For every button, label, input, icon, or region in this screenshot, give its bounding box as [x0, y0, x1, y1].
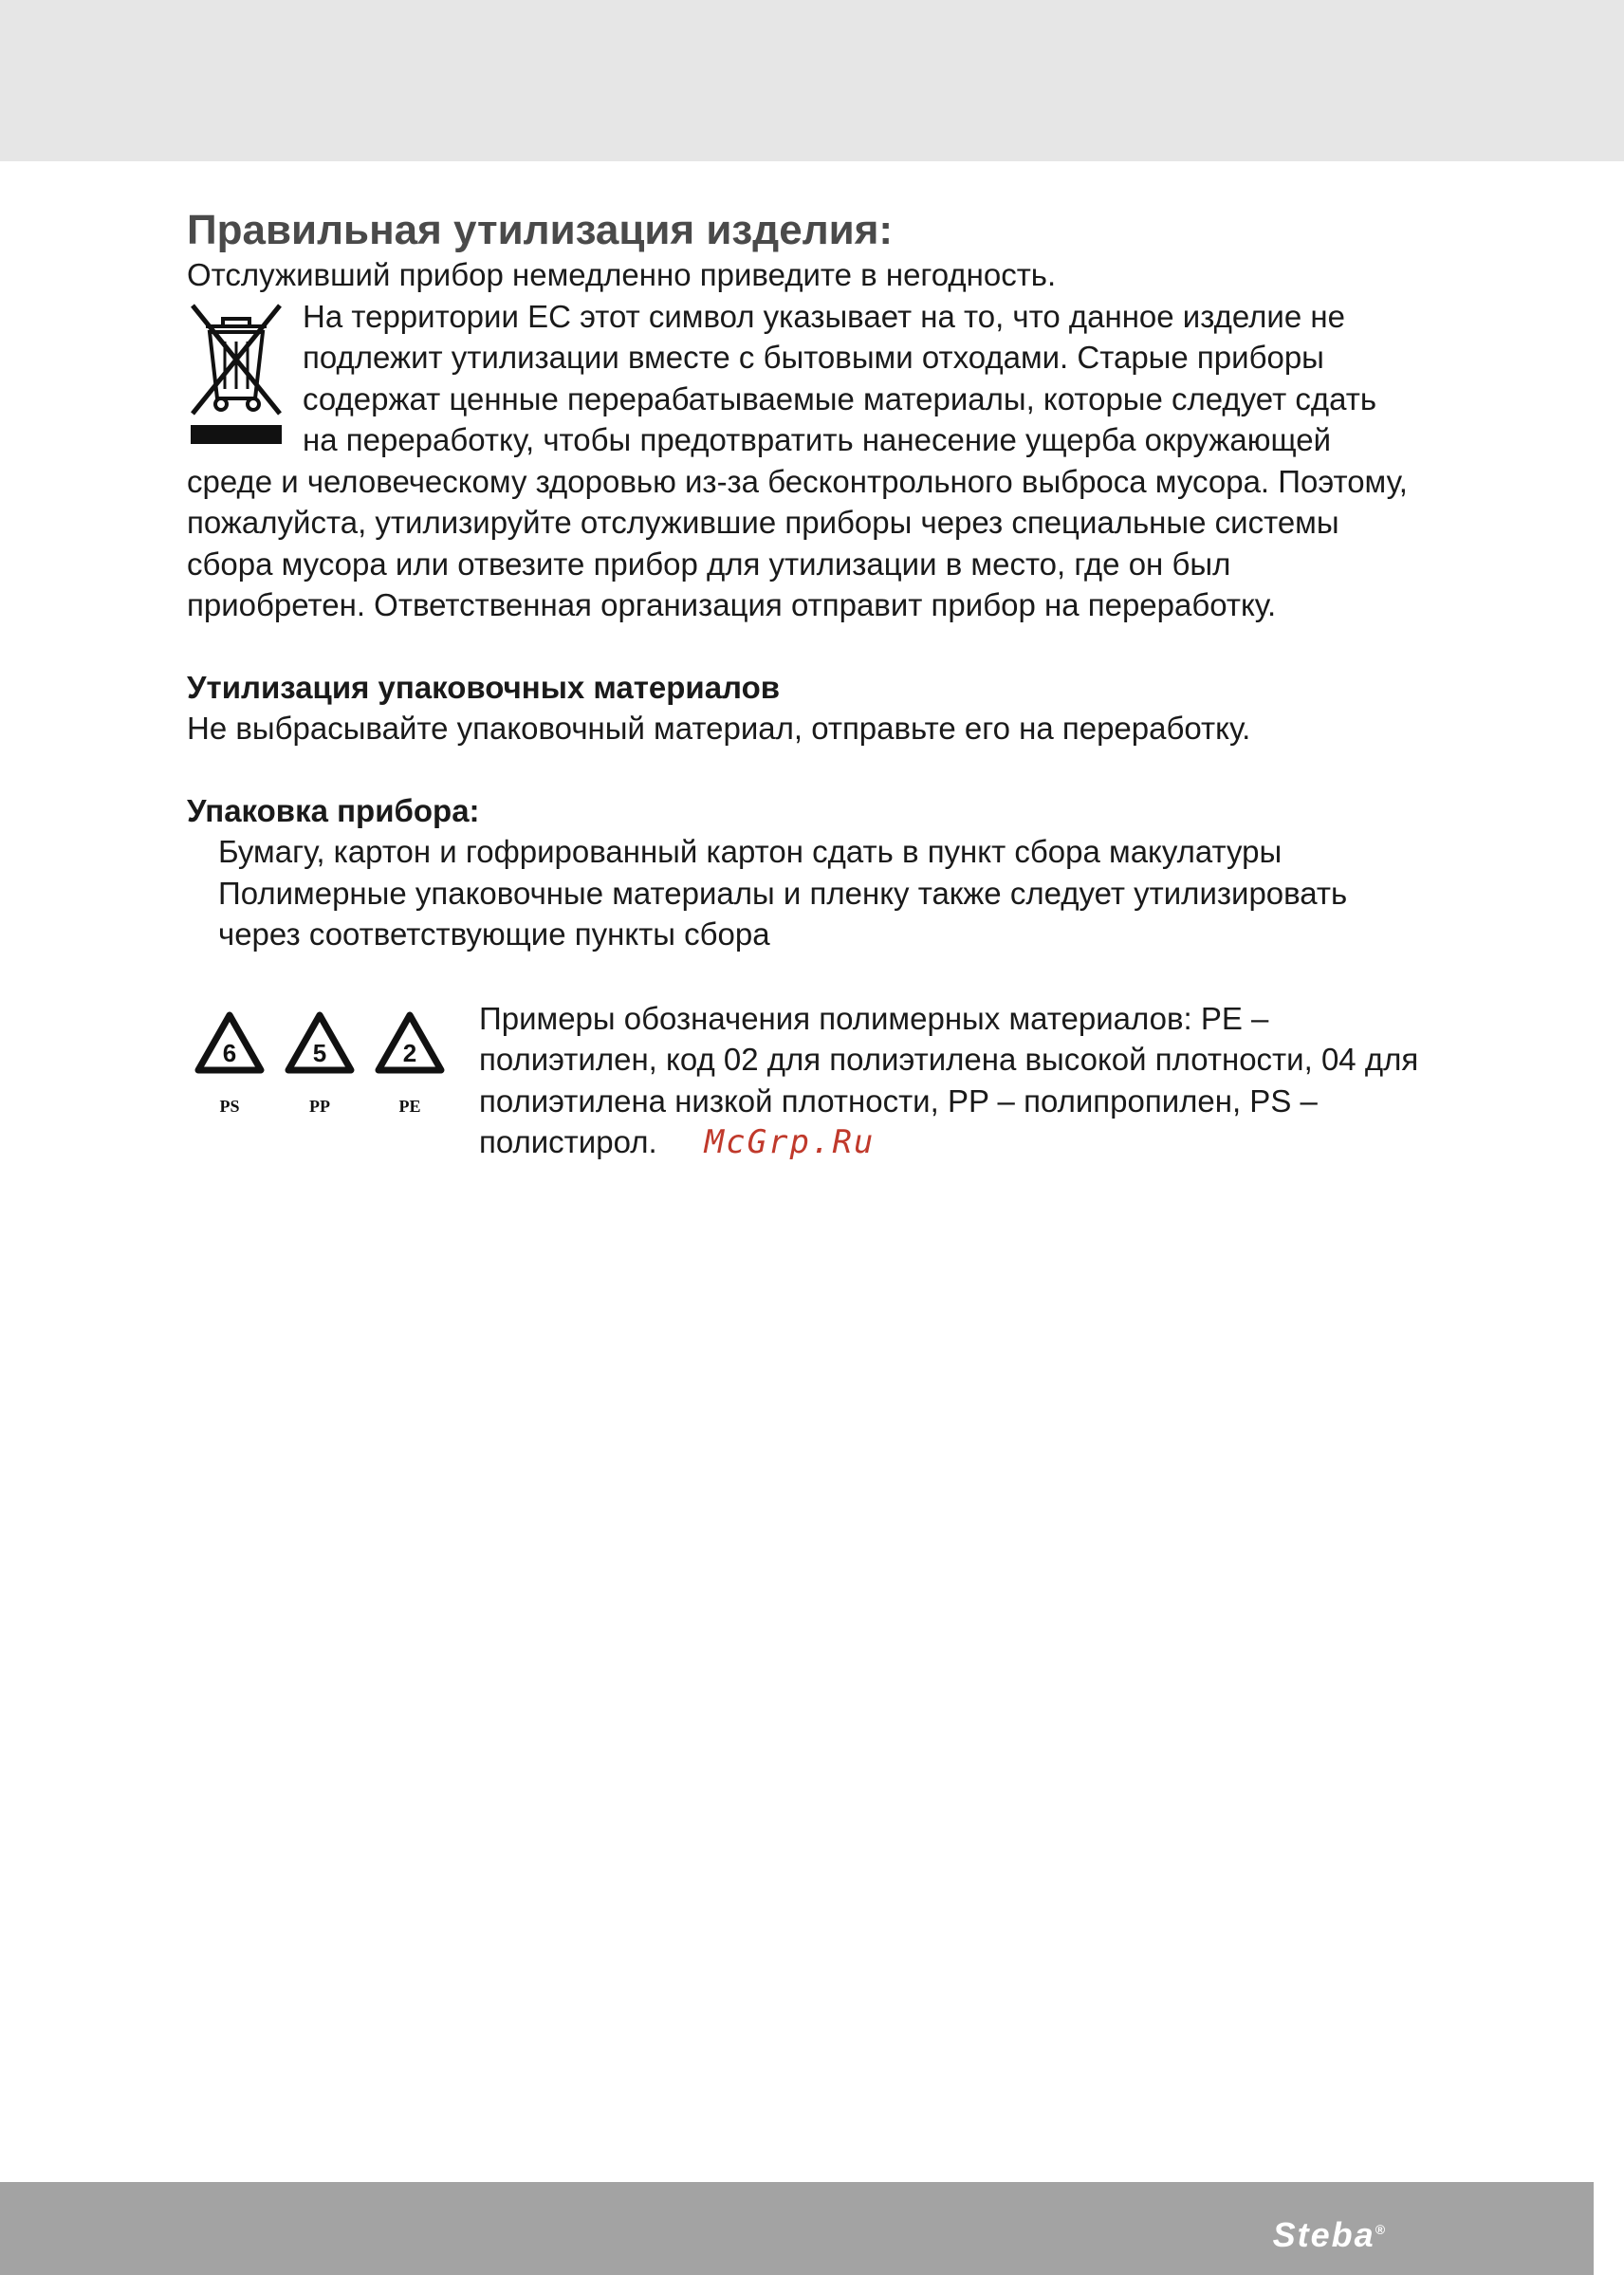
recycle-icon — [288, 1015, 351, 1116]
document-body — [187, 207, 1534, 1169]
recycle-icon — [198, 1015, 261, 1116]
polymer-line: полистирол. — [479, 1124, 657, 1159]
crossed-bin-icon — [187, 300, 286, 447]
weee-line: На территории ЕС этот символ указывает на то, что данное изделие не — [303, 298, 1345, 334]
weee-line: среде и человеческому здоровью из-за бесконтрольного выброса мусора. Поэтому, — [187, 463, 1408, 499]
polymer-line: полиэтилена низкой плотности, PP – полипропилен, PS – — [479, 1082, 1318, 1119]
packaging-text: Не выбрасывайте упаковочный материал, отправьте его на переработку. — [187, 711, 1251, 746]
svg-text:2: 2 — [402, 1038, 417, 1067]
weee-line: содержат ценные перерабатываемые материалы, которые следует сдать — [303, 380, 1377, 416]
weee-line: подлежит утилизации вместе с бытовыми отходами. Старые приборы — [303, 340, 1324, 375]
spacer — [187, 955, 1534, 998]
polymer-description — [479, 998, 1532, 1164]
header-band — [0, 0, 1624, 161]
svg-text:PE: PE — [398, 1096, 421, 1116]
brand-mark: ® — [1375, 2222, 1387, 2237]
svg-text:PS: PS — [219, 1096, 240, 1116]
brand-logo — [1273, 2215, 1387, 2255]
device-packaging-heading: Упаковка прибора: — [187, 792, 480, 828]
recycle-section — [187, 998, 1534, 1169]
brand-name: Steba — [1272, 2215, 1375, 2254]
polymer-line: Примеры обозначения полимерных материалов: PE – — [479, 1000, 1269, 1036]
spacer — [187, 626, 1534, 667]
weee-line: сбора мусора или отвезите прибор для утилизации в место, где он был — [187, 546, 1231, 582]
list-item: через соответствующие пункты сбора — [218, 916, 770, 952]
weee-line: пожалуйста, утилизируйте отслужившие приборы через специальные системы — [187, 505, 1339, 540]
page-heading: Правильная утилизация изделия: — [187, 207, 894, 253]
intro-text: Отслуживший прибор немедленно приведите в негодность. — [187, 257, 1057, 292]
weee-line: приобретен. Ответственная организация отправит прибор на переработку. — [187, 587, 1277, 622]
recycle-symbols-icon — [187, 1008, 452, 1131]
watermark: McGrp.Ru — [704, 1123, 876, 1161]
device-packaging-list — [187, 831, 1534, 955]
polymer-line: полиэтилен, код 02 для полиэтилена высокой плотности, 04 для — [479, 1042, 1419, 1077]
list-item: Полимерные упаковочные материалы и пленку также следует утилизировать — [218, 875, 1348, 911]
recycle-icon — [378, 1015, 441, 1116]
weee-line: на переработку, чтобы предотвратить нанесение ущерба окружающей — [303, 422, 1332, 457]
spacer — [187, 749, 1534, 790]
list-item: Бумагу, картон и гофрированный картон сдать в пункт сбора макулатуры — [218, 834, 1283, 869]
polymer-line-last — [479, 1121, 1532, 1164]
weee-section — [187, 296, 1534, 461]
svg-text:PP: PP — [309, 1096, 330, 1116]
svg-text:5: 5 — [312, 1038, 327, 1067]
svg-text:6: 6 — [222, 1038, 237, 1067]
packaging-heading: Утилизация упаковочных материалов — [187, 669, 781, 705]
